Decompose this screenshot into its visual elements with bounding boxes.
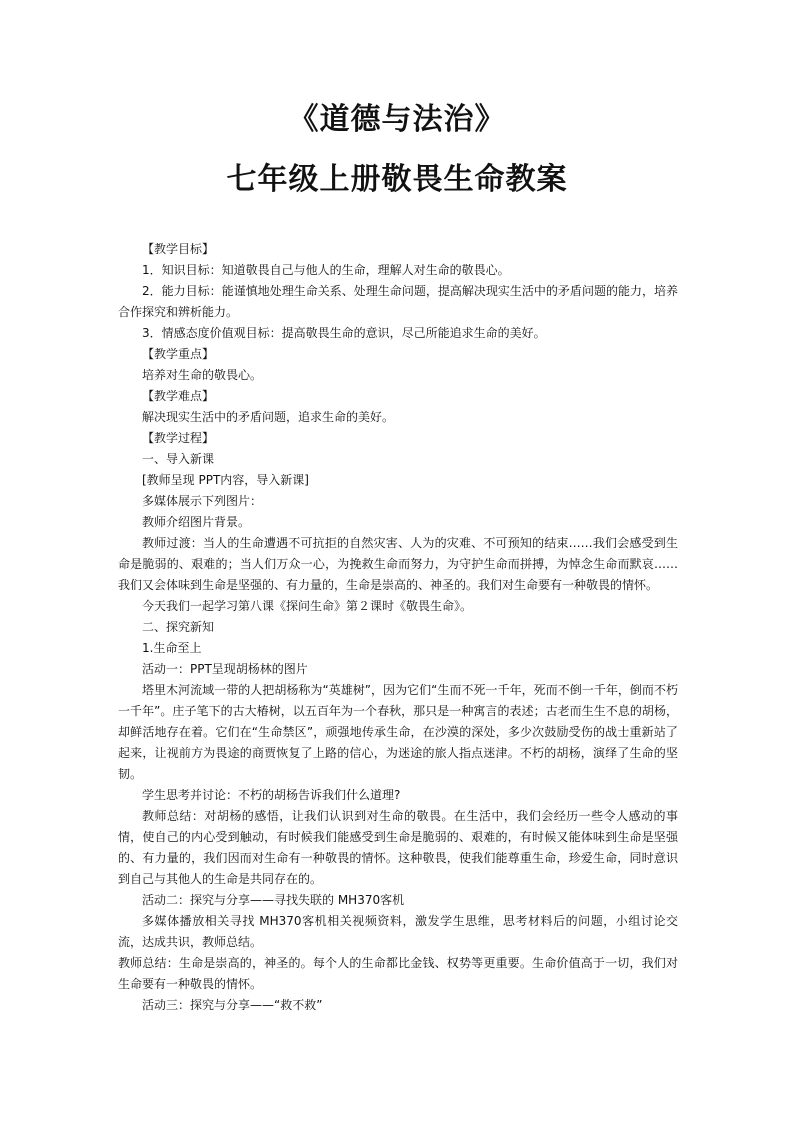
section-heading-process: 【教学过程】 [142,431,215,445]
paragraph: 教师总结：生命是崇高的，神圣的。每个人的生命都比金钱、权势等更重要。生命价值高于一切，我们对生命要有一种敬畏的情怀。 [118,956,678,991]
document-title-line1: 《道德与法治》 [288,102,506,137]
paragraph: 活动一：PPT呈现胡杨林的图片 [142,662,308,676]
document-body [118,239,678,1016]
paragraph: 2．能力目标：能谨慎地处理生命关系、处理生命问题，提高解决现实生活中的矛盾问题的能力，培养合作探究和辨析能力。 [118,284,678,319]
document-title-line2: 七年级上册敬畏生命教案 [226,162,568,197]
section-heading-key-points: 【教学重点】 [142,347,215,361]
paragraph: 1．知识目标：知道敬畏自己与他人的生命，理解人对生命的敬畏心。 [142,263,510,277]
paragraph: 解决现实生活中的矛盾问题，追求生命的美好。 [142,410,395,424]
paragraph: 3．情感态度价值观目标：提高敬畏生命的意识，尽己所能追求生命的美好。 [142,326,546,340]
paragraph: 教师介绍图片背景。 [142,515,251,529]
paragraph: 二、探究新知 [142,620,215,634]
paragraph: 一、导入新课 [142,452,215,466]
paragraph: 学生思考并讨论：不朽的胡杨告诉我们什么道理? [142,788,401,802]
section-heading-difficulties: 【教学难点】 [142,389,215,403]
paragraph: 教师过渡：当人的生命遭遇不可抗拒的自然灾害、人为的灾难、不可预知的结束……我们会感受到生命是脆弱的、艰难的；当人们万众一心，为挽救生命而努力，为守护生命而拼搏，为悼念生命而默哀……我们又会体味到生命是坚强的、有力量的，生命是崇高的、神圣的。我们对生命要有一种敬畏的情怀。 [118,536,678,592]
paragraph: 教师总结：对胡杨的感悟，让我们认识到对生命的敬畏。在生活中，我们会经历一些令人感动的事情，使自己的内心受到触动，有时候我们能感受到生命是脆弱的、艰难的，有时候又能体味到生命是坚强的、有力量的，我们因而对生命有一种敬畏的情怀。这种敬畏，使我们能尊重生命，珍爱生命，同时意识到自己与其他人的生命是共同存在的。 [118,809,678,886]
paragraph: 今天我们一起学习第八课《探问生命》第２课时《敬畏生命》。 [142,599,473,613]
paragraph: 塔里木河流域一带的人把胡杨称为“英雄树”，因为它们“生而不死一千年，死而不倒一千年，倒而不朽一千年”。庄子笔下的古大椿树，以五百年为一个春秋，那只是一种寓言的表述；古老而生生不息的胡杨，却鲜活地存在着。它们在“生命禁区”，顽强地传承生命，在沙漠的深处，多少次鼓励受伤的战士重新站了起来，让视前方为畏途的商贾恢复了上路的信心，为迷途的旅人指点迷津。不朽的胡杨，演绎了生命的坚韧。 [118,683,678,781]
paragraph: [教师呈现 PPT内容，导入新课] [142,473,309,487]
paragraph: 活动三：探究与分享——“救不救” [142,998,323,1012]
paragraph: 1.生命至上 [142,641,202,655]
paragraph: 多媒体展示下列图片： [142,494,263,508]
section-heading-objectives: 【教学目标】 [142,242,215,256]
paragraph: 活动二：探究与分享——寻找失联的 MH370客机 [142,893,405,907]
paragraph: 多媒体播放相关寻找 MH370客机相关视频资料，激发学生思维，思考材料后的问题，小组讨论交流，达成共识，教师总结。 [118,914,678,949]
paragraph: 培养对生命的敬畏心。 [142,368,263,382]
